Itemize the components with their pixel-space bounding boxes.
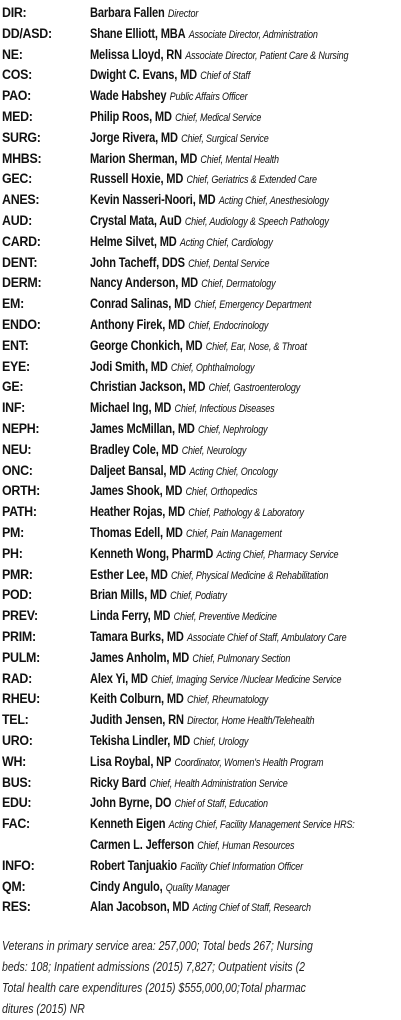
staff-title: Chief of Staff, Education [174,798,268,811]
department-code: MED: [2,109,33,124]
directory-row [0,481,401,502]
directory-row [0,440,401,461]
staff-title: Chief, Pulmonary Section [192,652,291,665]
facility-stats-line: Veterans in primary service area: 257,000; Total beds 267; Nursing [2,939,313,953]
staff-title: Public Affairs Officer [169,91,248,104]
staff-title: Chief, Medical Service [175,112,262,124]
department-code: GEC: [2,171,32,187]
staff-name: Shane Elliott, MBA [90,25,186,41]
directory-row [0,211,401,232]
directory-row [0,502,401,523]
staff-title: Chief, Podiatry [170,590,227,603]
staff-name: Alan Jacobson, MD [90,899,190,915]
staff-title: Associate Chief of Staff, Ambulatory Care [187,632,347,644]
staff-entry [90,856,303,878]
department-code: NEU: [2,441,32,457]
staff-title: Chief, Rheumatology [187,694,269,707]
staff-title: Acting Chief, Anesthesiology [218,195,329,208]
directory-row [0,24,401,45]
staff-name: Kevin Nasseri-Noori, MD [90,192,216,208]
directory-row [0,627,401,648]
staff-title: Chief, Nephrology [197,424,268,436]
directory-row [0,461,401,482]
department-code: URO: [2,733,33,748]
staff-title: Chief, Orthopedics [185,486,258,499]
department-code: EM: [2,296,24,312]
staff-entry [90,585,227,607]
staff-entry [90,502,304,524]
staff-title: Chief, Neurology [181,444,247,457]
staff-name: Tekisha Lindler, MD [90,733,191,748]
directory-row [0,856,401,877]
staff-entry [90,3,198,25]
directory-row [0,669,401,690]
department-code: INF: [2,400,26,416]
staff-entry [90,86,247,108]
staff-entry [90,336,307,358]
directory-row [0,128,401,149]
directory-row [0,731,401,752]
department-code: ENT: [2,337,29,353]
staff-name: Dwight C. Evans, MD [90,67,197,83]
staff-name: Thomas Edell, MD [90,525,183,540]
directory-row [0,585,401,606]
staff-title: Acting Chief of Staff, Research [192,902,311,915]
directory-row [0,398,401,419]
staff-entry [90,669,341,691]
staff-entry [90,294,311,316]
staff-entry [90,793,268,815]
staff-name: George Chonkich, MD [90,337,203,353]
staff-title: Chief, Imaging Service /Nuclear Medicine Service [151,673,342,686]
staff-name: Brian Mills, MD [90,587,167,603]
department-code: DERM: [2,275,42,291]
staff-entry [90,128,269,150]
staff-entry [90,107,261,129]
staff-title: Chief, Health Administration Service [149,777,288,790]
department-code: INFO: [2,857,35,873]
department-code: TEL: [2,712,29,728]
staff-name: Marion Sherman, MD [90,150,198,166]
staff-title: Chief, Urology [193,736,249,748]
department-code: PAO: [2,88,32,104]
staff-name: Conrad Salinas, MD [90,296,192,312]
staff-name: Crystal Mata, AuD [90,213,182,228]
staff-title: Acting Chief, Oncology [189,465,278,478]
department-code: SURG: [2,129,41,145]
department-code: WH: [2,753,27,769]
staff-entry [90,773,288,795]
staff-name: James McMillan, MD [90,421,195,436]
staff-title: Chief, Pathology & Laboratory [188,507,304,520]
staff-name: Daljeet Bansal, MD [90,462,187,478]
staff-name: Jodi Smith, MD [90,358,168,374]
staff-entry [90,877,229,899]
directory-row [0,294,401,315]
staff-entry [90,481,257,503]
staff-entry [90,731,248,753]
staff-title: Acting Chief, Pharmacy Service [216,548,339,561]
staff-title: Chief, Dental Service [188,257,270,270]
staff-name: Ricky Bard [90,774,147,790]
staff-title: Chief, Human Resources [197,840,295,852]
staff-entry [90,273,276,295]
directory-row [0,232,401,253]
directory-row [0,107,401,128]
staff-entry [90,377,300,399]
facility-stats-footer [2,936,401,1020]
staff-entry [90,190,329,212]
staff-name: Anthony Firek, MD [90,317,186,332]
department-code: PRIM: [2,629,36,644]
directory-row [0,253,401,274]
staff-name: Russell Hoxie, MD [90,171,184,187]
staff-title: Chief, Gastroenterology [208,382,301,395]
directory-row [0,648,401,669]
staff-entry [90,357,254,379]
staff-entry [90,523,282,545]
department-code: ENDO: [2,317,41,332]
staff-name: James Anholm, MD [90,649,190,665]
staff-entry [90,211,329,233]
staff-title: Facility Chief Information Officer [180,860,304,873]
directory-row [0,544,401,565]
staff-name: Linda Ferry, MD [90,608,171,624]
staff-entry [90,627,346,649]
staff-entry [90,24,318,46]
staff-name: Esther Lee, MD [90,566,168,582]
directory-row [0,419,401,440]
department-code: MHBS: [2,150,42,166]
department-code: ONC: [2,462,33,478]
staff-entry [90,814,355,836]
staff-entry [90,835,294,857]
staff-name: Kenneth Eigen [90,816,166,832]
department-code: BUS: [2,774,32,790]
staff-name: Robert Tanjuakio [90,857,177,873]
staff-entry [90,897,311,919]
directory-row [0,773,401,794]
staff-title: Chief, Ear, Nose, & Throat [205,340,307,353]
staff-name: Carmen L. Jefferson [90,837,194,852]
staff-title: Chief, Pain Management [186,528,282,540]
directory-row [0,523,401,544]
department-code: DD/ASD: [2,25,52,41]
directory-row [0,897,401,918]
staff-name: Lisa Roybal, NP [90,753,172,769]
staff-name: John Tacheff, DDS [90,254,185,270]
staff-entry [90,752,323,774]
directory-row [0,814,401,835]
staff-title: Chief, Geriatrics & Extended Care [186,174,317,187]
staff-title: Chief, Endocrinology [188,320,269,332]
staff-title: Chief of Staff [200,70,251,83]
staff-entry [90,45,348,67]
directory-row [0,877,401,898]
staff-name: Keith Colburn, MD [90,691,184,707]
staff-title: Acting Chief, Cardiology [179,236,273,249]
staff-title: Associate Director, Patient Care & Nursing [185,49,349,62]
staff-entry [90,315,268,337]
directory-row [0,315,401,336]
staff-entry [90,689,268,711]
staff-name: Michael Ing, MD [90,400,172,416]
staff-title: Quality Manager [165,881,230,894]
department-code: QM: [2,878,26,894]
directory-row [0,793,401,814]
staff-name: John Byrne, DO [90,795,172,811]
directory-row [0,45,401,66]
directory-row [0,357,401,378]
staff-title: Director, Home Health/Telehealth [187,715,315,728]
facility-stats-line: ditures (2015) NR [2,1002,85,1016]
department-code: PULM: [2,649,40,665]
directory-row [0,273,401,294]
department-code: PM: [2,525,24,540]
directory-row [0,3,401,24]
department-code: POD: [2,587,32,603]
staff-title: Coordinator, Women's Health Program [174,756,324,769]
department-code: PH: [2,545,23,561]
directory-row [0,149,401,170]
department-code: ANES: [2,192,40,208]
directory-row [0,169,401,190]
staff-title: Chief, Surgical Service [181,132,269,145]
department-code: NE: [2,46,23,62]
directory-row [0,835,401,856]
staff-title: Acting Chief, Facility Management Service HRS: [168,819,355,832]
department-code: DIR: [2,5,27,20]
directory-row [0,710,401,731]
staff-entry [90,65,250,87]
directory-row [0,377,401,398]
department-code: ORTH: [2,483,40,499]
staff-name: Alex Yi, MD [90,670,148,686]
department-code: DENT: [2,254,38,270]
department-code: EDU: [2,795,32,811]
staff-entry [90,149,279,171]
department-code: RHEU: [2,691,40,707]
directory-row [0,86,401,107]
staff-name: Nancy Anderson, MD [90,275,198,291]
staff-title: Chief, Preventive Medicine [173,611,277,624]
staff-name: Tamara Burks, MD [90,629,184,644]
staff-name: Bradley Cole, MD [90,441,179,457]
department-code: PREV: [2,608,38,624]
directory-row [0,606,401,627]
staff-entry [90,710,314,732]
directory-row [0,689,401,710]
staff-title: Chief, Dermatology [201,278,276,291]
directory-row [0,190,401,211]
department-code: EYE: [2,358,30,374]
department-code: PATH: [2,504,37,520]
directory-row [0,65,401,86]
staff-title: Associate Director, Administration [188,28,318,41]
staff-name: Jorge Rivera, MD [90,129,178,145]
department-code: GE: [2,379,24,395]
staff-title: Chief, Emergency Department [194,299,312,312]
department-code: NEPH: [2,421,40,436]
staff-name: Cindy Angulo, [90,878,163,894]
staff-name: Judith Jensen, RN [90,712,184,728]
department-code: RAD: [2,670,32,686]
department-code: PMR: [2,566,33,582]
department-code: RES: [2,899,31,915]
staff-entry [90,461,278,483]
staff-entry [90,253,269,275]
department-code: COS: [2,67,32,83]
staff-title: Chief, Physical Medicine & Rehabilitation [170,569,329,582]
staff-name: Melissa Lloyd, RN [90,46,182,62]
staff-name: Helme Silvet, MD [90,233,177,249]
staff-title: Chief, Audiology & Speech Pathology [184,216,329,228]
staff-name: Heather Rojas, MD [90,504,186,520]
staff-entry [90,648,290,670]
staff-name: Philip Roos, MD [90,109,172,124]
staff-entry [90,169,317,191]
staff-name: James Shook, MD [90,483,183,499]
staff-entry [90,398,275,420]
directory-row [0,752,401,773]
staff-entry [90,544,338,566]
department-code: AUD: [2,213,32,228]
staff-title: Director [167,8,199,20]
staff-name: Christian Jackson, MD [90,379,206,395]
staff-entry [90,440,246,462]
staff-name: Wade Habshey [90,88,167,104]
staff-entry [90,419,267,441]
department-code: CARD: [2,233,41,249]
staff-entry [90,232,273,254]
staff-name: Kenneth Wong, PharmD [90,545,214,561]
facility-stats-line: Total health care expenditures (2015) $555,000,00;Total pharmac [2,981,306,995]
staff-entry [90,606,277,628]
staff-title: Chief, Ophthalmology [170,361,255,374]
staff-title: Chief, Infectious Diseases [174,403,275,416]
department-code: FAC: [2,816,30,832]
staff-title: Chief, Mental Health [200,153,279,166]
staff-entry [90,565,328,587]
staff-name: Barbara Fallen [90,5,165,20]
directory-row [0,565,401,586]
facility-stats-line: beds: 108; Inpatient admissions (2015) 7,827; Outpatient visits (2 [2,960,305,974]
directory-row [0,336,401,357]
